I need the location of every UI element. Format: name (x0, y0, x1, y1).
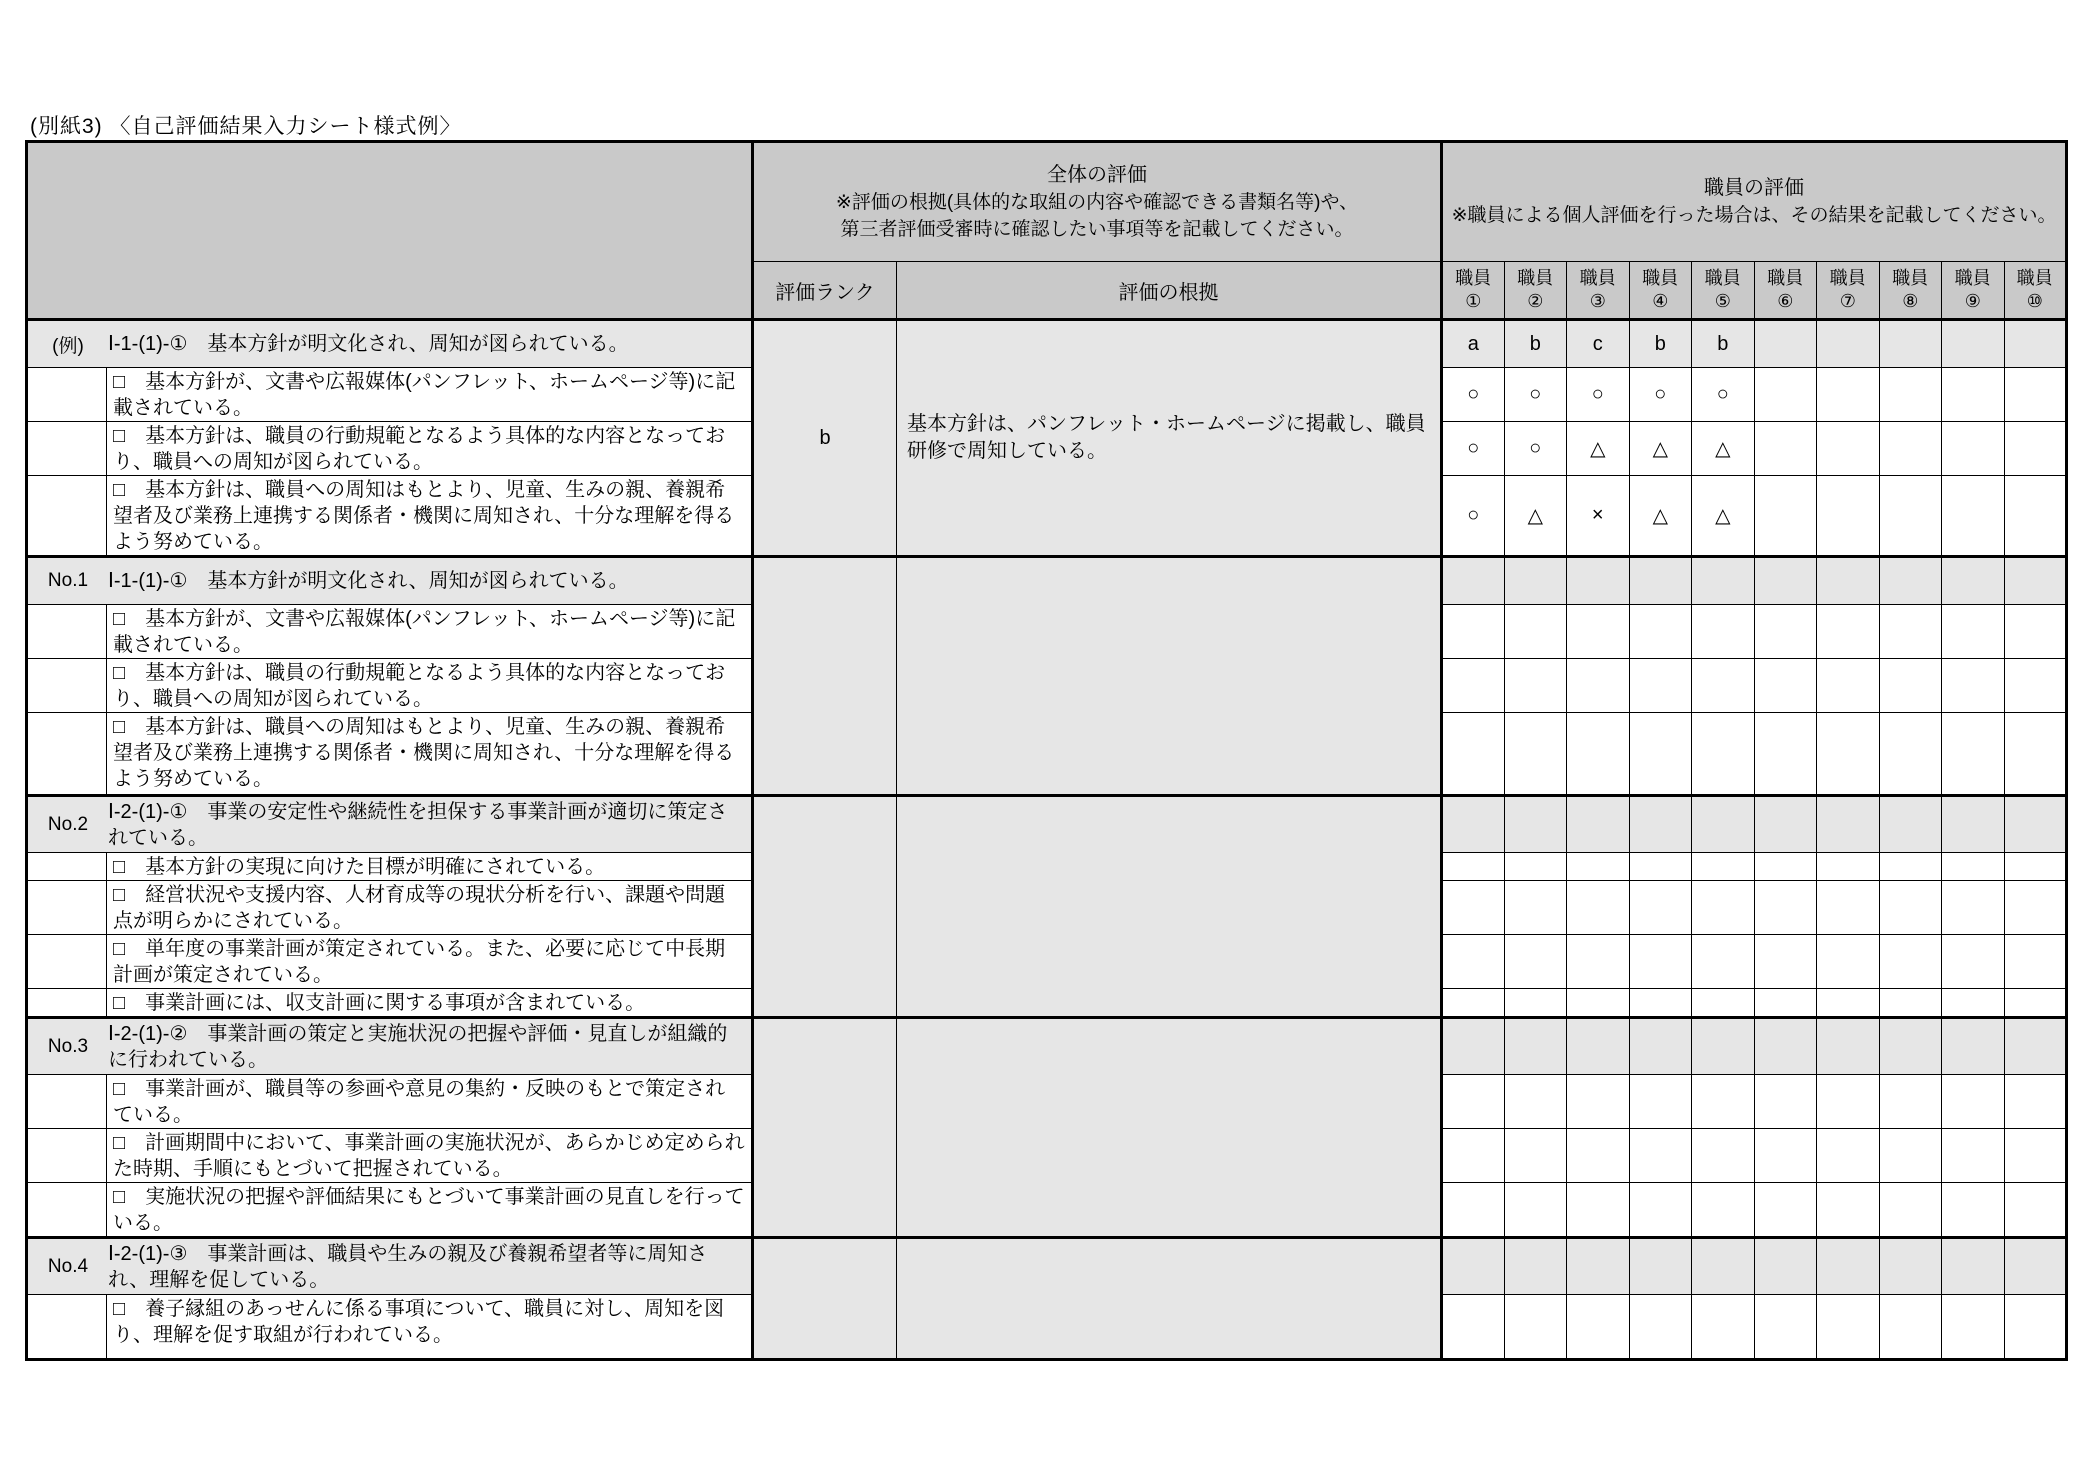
section-number: No.3 (47, 1035, 89, 1057)
item-text: □ 養子縁組のあっせんに係る事項について、職員に対し、周知を図り、理解を促す取組が行われている。 (107, 1295, 753, 1360)
staff-value-cell[interactable] (1629, 713, 1692, 796)
staff-value-cell[interactable] (1942, 1075, 2005, 1129)
staff-value-cell[interactable] (1879, 1183, 1942, 1238)
section-heading-wrap (28, 799, 751, 851)
staff-value-cell[interactable] (2004, 605, 2067, 659)
corner-cell (27, 142, 753, 320)
staff-col-header (1692, 262, 1755, 320)
section-number: No.2 (47, 813, 89, 835)
section-heading-cell (27, 1238, 753, 1295)
staff-value-cell[interactable] (1692, 557, 1755, 605)
staff-value-cell[interactable] (1442, 881, 1505, 935)
staff-value-cell[interactable] (1817, 1238, 1880, 1295)
section-heading-row (27, 320, 2067, 368)
staff-value-cell[interactable] (1442, 1129, 1505, 1183)
staff-value-cell[interactable] (1629, 1183, 1692, 1238)
section-heading-text: Ⅰ-2-(1)-② 事業計画の策定と実施状況の把握や評価・見直しが組織的に行われている。 (108, 1022, 728, 1071)
staff-value-cell[interactable] (1754, 557, 1817, 605)
staff-value-cell[interactable] (1504, 659, 1567, 713)
staff-col-header-number: ③ (1589, 291, 1606, 311)
staff-value-cell[interactable] (1567, 713, 1630, 796)
item-number-cell (27, 935, 107, 989)
staff-value-cell[interactable] (1754, 422, 1817, 476)
staff-value-cell[interactable] (1754, 989, 1817, 1018)
section-heading-cell (27, 557, 753, 605)
staff-col-header (1817, 262, 1880, 320)
staff-value-cell[interactable] (1817, 605, 1880, 659)
item-text: □ 計画期間中において、事業計画の実施状況が、あらかじめ定められた時期、手順にもとづいて把握されている。 (107, 1129, 753, 1183)
staff-value-cell[interactable] (1442, 1075, 1505, 1129)
staff-value-cell[interactable] (1879, 476, 1942, 557)
staff-value-cell[interactable] (1692, 1129, 1755, 1183)
staff-value-cell[interactable] (1442, 1183, 1505, 1238)
staff-col-header-number: ⑦ (1839, 291, 1856, 311)
staff-value-cell[interactable] (1504, 1129, 1567, 1183)
staff-value-cell[interactable] (1692, 659, 1755, 713)
staff-col-header-label: 職員 (1579, 268, 1616, 288)
staff-value-cell[interactable] (1442, 713, 1505, 796)
staff-value-cell[interactable] (1817, 713, 1880, 796)
staff-value-cell[interactable] (1754, 1183, 1817, 1238)
staff-value-cell[interactable] (1567, 659, 1630, 713)
staff-col-header-number: ④ (1652, 291, 1669, 311)
staff-value-cell[interactable] (1629, 1075, 1692, 1129)
staff-col-header (1567, 262, 1630, 320)
staff-value-cell[interactable] (1629, 935, 1692, 989)
staff-value-cell[interactable] (1754, 659, 1817, 713)
staff-value-cell[interactable] (1879, 1018, 1942, 1075)
staff-value-cell[interactable] (1817, 853, 1880, 881)
staff-value-cell[interactable] (1879, 1075, 1942, 1129)
staff-value-cell[interactable]: b (1692, 320, 1755, 368)
staff-value-cell[interactable] (1629, 1018, 1692, 1075)
staff-value-cell[interactable] (1442, 853, 1505, 881)
staff-value-cell[interactable] (1692, 989, 1755, 1018)
staff-value-cell[interactable] (1754, 1238, 1817, 1295)
item-number-cell (27, 659, 107, 713)
staff-value-cell[interactable] (1629, 989, 1692, 1018)
staff-value-cell[interactable] (1942, 368, 2005, 422)
staff-value-cell[interactable] (1942, 881, 2005, 935)
section-heading-cell (27, 1018, 753, 1075)
item-text: □ 基本方針は、職員への周知はもとより、児童、生みの親、養親希望者及び業務上連携する関係者・機関に周知され、十分な理解を得るよう努めている。 (107, 476, 753, 557)
staff-value-cell[interactable] (1942, 659, 2005, 713)
staff-col-header-label: 職員 (1704, 268, 1741, 288)
staff-value-cell[interactable] (1942, 422, 2005, 476)
overall-eval-header-cell (753, 142, 1442, 262)
item-text: □ 単年度の事業計画が策定されている。また、必要に応じて中長期計画が策定されている。 (107, 935, 753, 989)
overall-eval-title: 全体の評価 (1047, 163, 1147, 186)
section-heading-row (27, 796, 2067, 853)
staff-value-cell[interactable]: △ (1629, 476, 1692, 557)
section-heading-cell (27, 796, 753, 853)
staff-value-cell[interactable] (1504, 1183, 1567, 1238)
staff-value-cell[interactable] (1692, 853, 1755, 881)
section-heading-text: Ⅰ-1-(1)-① 基本方針が明文化され、周知が図られている。 (108, 570, 629, 592)
staff-value-cell[interactable] (1879, 605, 1942, 659)
item-text: □ 基本方針は、職員の行動規範となるよう具体的な内容となっており、職員への周知が図られている。 (107, 659, 753, 713)
staff-value-cell[interactable] (1442, 1295, 1505, 1360)
staff-value-cell[interactable] (1817, 1183, 1880, 1238)
item-number-cell (27, 1129, 107, 1183)
staff-value-cell[interactable]: △ (1692, 422, 1755, 476)
staff-value-cell[interactable] (2004, 853, 2067, 881)
staff-value-cell[interactable] (1942, 796, 2005, 853)
item-number-cell (27, 1295, 107, 1360)
page-title: (別紙3) 〈自己評価結果入力シート様式例〉 (30, 115, 462, 138)
rank-column-header: 評価ランク (753, 262, 897, 320)
basis-value-cell[interactable] (897, 1018, 1442, 1238)
staff-col-header (1442, 262, 1505, 320)
basis-value-cell[interactable]: 基本方針は、パンフレット・ホームページに掲載し、職員研修で周知している。 (897, 320, 1442, 557)
staff-value-cell[interactable]: c (1567, 320, 1630, 368)
staff-value-cell[interactable] (1567, 989, 1630, 1018)
staff-value-cell[interactable] (2004, 1018, 2067, 1075)
staff-value-cell[interactable] (1754, 605, 1817, 659)
staff-value-cell[interactable] (1504, 713, 1567, 796)
item-text: □ 基本方針は、職員の行動規範となるよう具体的な内容となっており、職員への周知が図られている。 (107, 422, 753, 476)
staff-value-cell[interactable] (1942, 605, 2005, 659)
staff-value-cell[interactable] (1879, 1295, 1942, 1360)
rank-value-cell[interactable] (753, 557, 897, 796)
staff-value-cell[interactable] (1692, 1075, 1755, 1129)
section-number: (例) (52, 335, 84, 357)
staff-value-cell[interactable]: ○ (1504, 422, 1567, 476)
item-number-cell (27, 1075, 107, 1129)
staff-value-cell[interactable] (1754, 935, 1817, 989)
basis-value-cell[interactable] (897, 557, 1442, 796)
staff-col-header-label: 職員 (1829, 268, 1866, 288)
staff-value-cell[interactable] (1817, 1018, 1880, 1075)
staff-value-cell[interactable] (2004, 1129, 2067, 1183)
staff-value-cell[interactable] (1879, 1238, 1942, 1295)
staff-value-cell[interactable] (1504, 1075, 1567, 1129)
staff-value-cell[interactable] (1504, 989, 1567, 1018)
staff-value-cell[interactable] (1754, 1075, 1817, 1129)
staff-value-cell[interactable] (2004, 476, 2067, 557)
staff-value-cell[interactable] (1629, 796, 1692, 853)
item-number-cell (27, 476, 107, 557)
staff-col-header-number: ⑥ (1777, 291, 1794, 311)
rank-value-cell[interactable] (753, 1018, 897, 1238)
section-heading-row (27, 1238, 2067, 1295)
staff-value-cell[interactable] (2004, 368, 2067, 422)
staff-value-cell[interactable]: ○ (1692, 368, 1755, 422)
staff-value-cell[interactable] (2004, 935, 2067, 989)
staff-value-cell[interactable] (1504, 935, 1567, 989)
staff-value-cell[interactable] (1504, 853, 1567, 881)
staff-value-cell[interactable] (1629, 659, 1692, 713)
staff-value-cell[interactable] (1879, 659, 1942, 713)
staff-value-cell[interactable] (1442, 1018, 1505, 1075)
staff-value-cell[interactable] (2004, 320, 2067, 368)
staff-value-cell[interactable] (1504, 1018, 1567, 1075)
item-number-cell (27, 1183, 107, 1238)
staff-value-cell[interactable] (1817, 796, 1880, 853)
staff-value-cell[interactable] (1754, 881, 1817, 935)
section-heading-row (27, 557, 2067, 605)
staff-value-cell[interactable] (1817, 476, 1880, 557)
staff-value-cell[interactable] (1504, 881, 1567, 935)
staff-value-cell[interactable] (1942, 853, 2005, 881)
staff-value-cell[interactable] (2004, 1183, 2067, 1238)
staff-value-cell[interactable] (1629, 853, 1692, 881)
staff-value-cell[interactable] (1442, 989, 1505, 1018)
staff-value-cell[interactable] (1692, 796, 1755, 853)
staff-value-cell[interactable] (1942, 989, 2005, 1018)
staff-value-cell[interactable] (1567, 796, 1630, 853)
section-heading-wrap (28, 331, 751, 358)
staff-col-header-number: ⑨ (1964, 291, 1981, 311)
staff-value-cell[interactable] (1817, 1129, 1880, 1183)
item-number-cell (27, 713, 107, 796)
staff-value-cell[interactable] (1942, 1129, 2005, 1183)
staff-value-cell[interactable] (2004, 796, 2067, 853)
section-number: No.1 (47, 570, 89, 591)
rank-value-cell[interactable] (753, 1238, 897, 1360)
section-number: No.4 (47, 1255, 89, 1277)
staff-value-cell[interactable] (1567, 1238, 1630, 1295)
staff-value-cell[interactable] (1817, 989, 1880, 1018)
basis-column-header: 評価の根拠 (897, 262, 1442, 320)
staff-value-cell[interactable] (2004, 557, 2067, 605)
staff-value-cell[interactable] (1504, 605, 1567, 659)
staff-value-cell[interactable]: △ (1692, 476, 1755, 557)
staff-eval-title: 職員の評価 (1704, 177, 1805, 199)
basis-value-cell[interactable] (897, 1238, 1442, 1360)
header-group-row (27, 142, 2067, 262)
staff-value-cell[interactable] (1567, 1295, 1630, 1360)
staff-col-header-label: 職員 (1892, 268, 1929, 288)
staff-col-header-number: ⑧ (1902, 291, 1919, 311)
staff-value-cell[interactable]: ○ (1504, 368, 1567, 422)
basis-value-cell[interactable] (897, 796, 1442, 1018)
item-text: □ 基本方針の実現に向けた目標が明確にされている。 (107, 853, 753, 881)
staff-value-cell[interactable] (1692, 1183, 1755, 1238)
section-heading-text: Ⅰ-2-(1)-③ 事業計画は、職員や生みの親及び養親希望者等に周知され、理解を促している。 (108, 1242, 708, 1291)
staff-value-cell[interactable] (1504, 1238, 1567, 1295)
staff-value-cell[interactable]: △ (1567, 422, 1630, 476)
staff-value-cell[interactable] (2004, 1295, 2067, 1360)
staff-value-cell[interactable] (1817, 1295, 1880, 1360)
staff-value-cell[interactable] (1817, 368, 1880, 422)
staff-value-cell[interactable] (1942, 713, 2005, 796)
item-text: □ 基本方針が、文書や広報媒体(パンフレット、ホームページ等)に記載されている。 (107, 605, 753, 659)
staff-value-cell[interactable] (1567, 1018, 1630, 1075)
staff-value-cell[interactable] (1629, 1295, 1692, 1360)
staff-value-cell[interactable] (1567, 1075, 1630, 1129)
staff-col-header-label: 職員 (1954, 268, 1991, 288)
staff-col-header (1942, 262, 2005, 320)
staff-value-cell[interactable] (1567, 557, 1630, 605)
staff-value-cell[interactable]: ○ (1442, 422, 1505, 476)
staff-value-cell[interactable] (1942, 935, 2005, 989)
staff-value-cell[interactable] (1567, 881, 1630, 935)
staff-value-cell[interactable] (1817, 881, 1880, 935)
staff-value-cell[interactable] (1692, 1018, 1755, 1075)
staff-value-cell[interactable]: △ (1504, 476, 1567, 557)
staff-value-cell[interactable] (2004, 881, 2067, 935)
staff-col-header-label: 職員 (2016, 268, 2053, 288)
staff-value-cell[interactable] (1629, 557, 1692, 605)
staff-value-cell[interactable] (1442, 605, 1505, 659)
item-text: □ 事業計画には、収支計画に関する事項が含まれている。 (107, 989, 753, 1018)
staff-value-cell[interactable] (1879, 881, 1942, 935)
staff-value-cell[interactable] (1817, 659, 1880, 713)
staff-value-cell[interactable] (1817, 320, 1880, 368)
staff-value-cell[interactable] (1567, 935, 1630, 989)
section-heading-wrap (28, 568, 751, 594)
rank-value-cell[interactable] (753, 796, 897, 1018)
staff-value-cell[interactable] (1442, 935, 1505, 989)
staff-value-cell[interactable] (1567, 1129, 1630, 1183)
staff-col-header (2004, 262, 2067, 320)
item-number-cell (27, 853, 107, 881)
section-heading-text: Ⅰ-1-(1)-① 基本方針が明文化され、周知が図られている。 (108, 333, 629, 355)
staff-value-cell[interactable] (1879, 853, 1942, 881)
staff-value-cell[interactable] (1817, 557, 1880, 605)
staff-value-cell[interactable] (2004, 659, 2067, 713)
staff-value-cell[interactable]: ○ (1629, 368, 1692, 422)
staff-value-cell[interactable] (1442, 796, 1505, 853)
section-heading-cell (27, 320, 753, 368)
staff-value-cell[interactable] (1442, 1238, 1505, 1295)
staff-value-cell[interactable] (1504, 557, 1567, 605)
staff-eval-header-cell (1442, 142, 2067, 262)
item-text: □ 基本方針は、職員への周知はもとより、児童、生みの親、養親希望者及び業務上連携する関係者・機関に周知され、十分な理解を得るよう努めている。 (107, 713, 753, 796)
staff-value-cell[interactable] (1817, 422, 1880, 476)
staff-eval-note: ※職員による個人評価を行った場合は、その結果を記載してください。 (1451, 205, 2057, 226)
staff-value-cell[interactable] (2004, 713, 2067, 796)
staff-value-cell[interactable] (1504, 1295, 1567, 1360)
staff-col-header (1504, 262, 1567, 320)
staff-col-header-label: 職員 (1767, 268, 1804, 288)
staff-value-cell[interactable] (1629, 1238, 1692, 1295)
staff-value-cell[interactable] (1754, 320, 1817, 368)
staff-value-cell[interactable] (1692, 1238, 1755, 1295)
staff-value-cell[interactable] (1504, 796, 1567, 853)
staff-value-cell[interactable] (1754, 1018, 1817, 1075)
staff-value-cell[interactable]: ○ (1567, 368, 1630, 422)
staff-value-cell[interactable]: ○ (1442, 476, 1505, 557)
staff-col-header (1879, 262, 1942, 320)
staff-value-cell[interactable] (1692, 935, 1755, 989)
item-number-cell (27, 422, 107, 476)
overall-eval-note-line1: ※評価の根拠(具体的な取組の内容や確認できる書類名等)や、 (835, 191, 1359, 213)
self-evaluation-sheet-table (25, 140, 2068, 1361)
staff-value-cell[interactable] (1629, 881, 1692, 935)
staff-value-cell[interactable] (1942, 1018, 2005, 1075)
rank-value-cell[interactable]: b (753, 320, 897, 557)
section-heading-wrap (28, 1241, 751, 1293)
staff-value-cell[interactable] (1942, 1238, 2005, 1295)
staff-value-cell[interactable] (1817, 935, 1880, 989)
staff-value-cell[interactable] (2004, 1075, 2067, 1129)
staff-value-cell[interactable] (1879, 796, 1942, 853)
staff-value-cell[interactable] (1754, 796, 1817, 853)
staff-value-cell[interactable] (1879, 1129, 1942, 1183)
overall-eval-note-line2: 第三者評価受審時に確認したい事項等を記載してください。 (840, 218, 1354, 240)
staff-value-cell[interactable] (1754, 476, 1817, 557)
section-heading-row (27, 1018, 2067, 1075)
staff-value-cell[interactable] (1442, 557, 1505, 605)
staff-value-cell[interactable] (2004, 1238, 2067, 1295)
staff-value-cell[interactable] (2004, 422, 2067, 476)
staff-value-cell[interactable] (1817, 1075, 1880, 1129)
staff-col-header-label: 職員 (1455, 268, 1492, 288)
staff-value-cell[interactable] (1942, 320, 2005, 368)
staff-value-cell[interactable] (1567, 1183, 1630, 1238)
item-number-cell (27, 881, 107, 935)
staff-col-header-number: ⑤ (1714, 291, 1731, 311)
staff-value-cell[interactable] (1629, 605, 1692, 659)
staff-value-cell[interactable] (1692, 713, 1755, 796)
staff-value-cell[interactable] (1567, 605, 1630, 659)
staff-col-header-number: ① (1465, 291, 1482, 311)
item-text: □ 事業計画が、職員等の参画や意見の集約・反映のもとで策定されている。 (107, 1075, 753, 1129)
staff-value-cell[interactable]: ○ (1442, 368, 1505, 422)
staff-value-cell[interactable] (1629, 1129, 1692, 1183)
staff-col-header-label: 職員 (1642, 268, 1679, 288)
staff-col-header (1754, 262, 1817, 320)
staff-col-header-label: 職員 (1517, 268, 1554, 288)
item-number-cell (27, 989, 107, 1018)
item-text: □ 経営状況や支援内容、人材育成等の現状分析を行い、課題や問題点が明らかにされている。 (107, 881, 753, 935)
section-heading-text: Ⅰ-2-(1)-① 事業の安定性や継続性を担保する事業計画が適切に策定されている。 (108, 800, 728, 849)
staff-value-cell[interactable] (1942, 1183, 2005, 1238)
staff-value-cell[interactable] (1942, 476, 2005, 557)
staff-value-cell[interactable]: a (1442, 320, 1505, 368)
staff-value-cell[interactable] (1942, 1295, 2005, 1360)
staff-col-header-number: ② (1527, 291, 1544, 311)
staff-value-cell[interactable]: × (1567, 476, 1630, 557)
staff-value-cell[interactable] (1692, 881, 1755, 935)
staff-value-cell[interactable] (1879, 422, 1942, 476)
staff-value-cell[interactable] (1754, 1295, 1817, 1360)
staff-value-cell[interactable] (1754, 713, 1817, 796)
item-text: □ 実施状況の把握や評価結果にもとづいて事業計画の見直しを行っている。 (107, 1183, 753, 1238)
staff-value-cell[interactable]: △ (1629, 422, 1692, 476)
section-heading-wrap (28, 1021, 751, 1073)
staff-value-cell[interactable] (1879, 557, 1942, 605)
staff-value-cell[interactable] (1754, 853, 1817, 881)
staff-value-cell[interactable] (1567, 853, 1630, 881)
staff-value-cell[interactable]: b (1629, 320, 1692, 368)
staff-value-cell[interactable] (1942, 557, 2005, 605)
staff-value-cell[interactable] (1879, 713, 1942, 796)
item-number-cell (27, 368, 107, 422)
staff-value-cell[interactable] (1692, 1295, 1755, 1360)
staff-value-cell[interactable] (1879, 935, 1942, 989)
staff-col-header (1629, 262, 1692, 320)
staff-value-cell[interactable] (1754, 368, 1817, 422)
staff-value-cell[interactable] (1879, 320, 1942, 368)
staff-value-cell[interactable] (1754, 1129, 1817, 1183)
item-number-cell (27, 605, 107, 659)
staff-value-cell[interactable]: b (1504, 320, 1567, 368)
staff-value-cell[interactable] (1879, 368, 1942, 422)
staff-value-cell[interactable] (1692, 605, 1755, 659)
item-text: □ 基本方針が、文書や広報媒体(パンフレット、ホームページ等)に記載されている。 (107, 368, 753, 422)
staff-value-cell[interactable] (2004, 989, 2067, 1018)
staff-value-cell[interactable] (1879, 989, 1942, 1018)
staff-col-header-number: ⑩ (2026, 291, 2043, 311)
staff-value-cell[interactable] (1442, 659, 1505, 713)
